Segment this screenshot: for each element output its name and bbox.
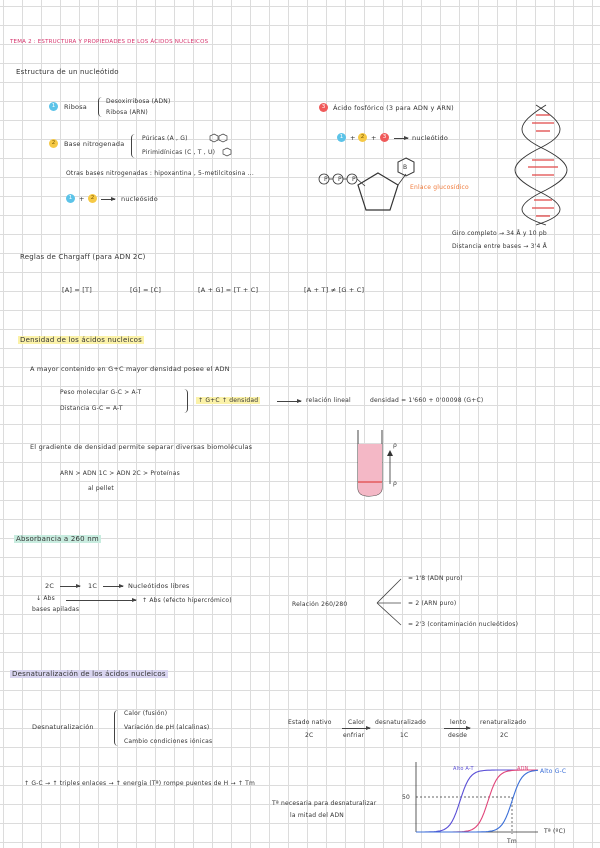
brace [183,389,188,413]
brace [131,134,136,158]
number-badge-3: 3 [380,133,389,142]
denaturation-cause: Cambio condiciones iónicas [124,738,213,745]
base-distance-text: Distancia entre bases → 3'4 Å [452,243,547,250]
arrow-icon [101,199,115,200]
purine-ring-icon [210,133,234,143]
other-bases-text: Otras bases nitrogenadas : hipoxantina , 5-metilcitosina ... [66,170,254,177]
denaturation-cause: Calor (fusión) [124,710,168,717]
number-badge-3: 3 [319,103,328,112]
denatured-state-label: desnaturalizado [375,719,427,726]
base-b-label: B [403,164,408,171]
density-result: ↑ G+C ↑ densidad [198,397,259,404]
pellet-note: al pellet [88,485,114,492]
ratio-value-contamination: = 2'3 (contaminación nucleótidos) [408,621,519,628]
native-state-strands: 2C [305,732,314,739]
denaturation-cause: Variación de pH (alcalinas) [124,724,210,731]
ribose-label: Ribosa [64,103,87,111]
chargaff-rule: [A] = [T] [62,286,92,294]
page-title: TEMA 2 : ESTRUCTURA Y PROPIEDADES DE LOS ÁCIDOS NUCLEICOS [10,39,209,45]
chargaff-rule: [A + T] ≠ [G + C] [304,286,365,294]
legend-label: ADN [517,766,529,772]
ribose-item-2: Ribosa (ARN) [106,109,148,116]
section-heading-chargaff: Reglas de Chargaff (para ADN 2C) [20,253,146,261]
melting-curve-0 [416,770,538,832]
arrow-icon [444,728,470,729]
branch-arrows-icon [375,575,405,630]
density-formula: densidad = 1'660 + 0'00098 (G+C) [370,397,484,404]
plus-sign: + [350,134,356,142]
number-badge-2: 2 [49,139,58,148]
pyrimidine-ring-icon [223,147,233,157]
absorbance-2c: 2C [45,582,55,590]
melting-curve-1 [416,770,538,832]
gradient-statement: El gradiente de densidad permite separar diversas biomoléculas [30,443,253,451]
phosphate-p-label: P [338,176,342,183]
number-badge-1: 1 [337,133,346,142]
arrow-icon [342,728,370,729]
y-marker-label: 50 [402,794,411,801]
distance-text: Distancia G-C = A-T [60,405,123,412]
legend-label: Alto G-C [540,768,567,775]
tm-axis-label: Tm [507,838,517,845]
renatured-state-strands: 2C [500,732,509,739]
heat-label: Calor [348,719,365,726]
density-rho-label: ρ [393,442,398,449]
denatured-state-strands: 1C [400,732,409,739]
from-label: desde [448,732,468,739]
tm-note-1: Tª necesaria para desnaturalizar [272,800,377,807]
stacked-bases-label: bases apiladas [32,606,80,613]
plus-sign: + [371,134,377,142]
section-heading-absorbance: Absorbancia a 260 nm [16,535,99,543]
chargaff-rule: [G] = [C] [130,286,162,294]
base-label: Base nitrogenada [64,140,125,148]
ratio-label: Relación 260/280 [292,601,348,608]
gc-chain-text: ↑ G-C → ↑ triples enlaces → ↑ energía (Tª) rompe puentes de H → ↑ Tm [24,780,256,787]
chargaff-rule: [A + G] = [T + C] [198,286,259,294]
base-item-purine: Púricas (A , G) [142,135,188,142]
glycosidic-bond-label: Enlace glucosídico [410,184,469,191]
number-badge-2: 2 [88,194,97,203]
ribose-item-1: Desoxirribosa (ADN) [106,98,171,105]
x-axis-label: Tª (ºC) [544,828,566,835]
abs-down-label: ↓ Abs [36,595,55,602]
turn-length-text: Giro completo → 34 Å y 10 pb [452,230,547,237]
slow-label: lento [450,719,467,726]
density-statement: A mayor contenido en G+C mayor densidad posee el ADN [30,365,230,373]
legend-label: Alto A-T [453,766,474,772]
phosphate-p-label: P [352,176,356,183]
ratio-value-dna: = 1'8 (ADN puro) [408,575,463,582]
brace [114,710,119,746]
linear-relation-label: relación lineal [306,397,351,404]
native-state-label: Estado nativo [288,719,332,726]
phosphate-label: Ácido fosfórico (3 para ADN y ARN) [333,104,454,112]
denaturation-label: Desnaturalización [32,723,94,731]
sugar-ring [358,173,398,210]
renatured-state-label: renaturalizado [480,719,527,726]
phosphate-p-label: P [324,176,328,183]
arrow-icon [66,600,136,601]
section-heading-nucleotide: Estructura de un nucleótido [16,68,119,76]
brace [98,97,103,117]
absorbance-1c: 1C [88,582,98,590]
tm-note-2: la mitad del ADN [290,812,344,819]
density-rho-label: ρ [393,480,398,487]
arrow-icon [103,586,123,587]
nucleoside-label: nucleósido [121,195,158,203]
dna-double-helix-icon [522,105,566,225]
arrow-icon [60,586,80,587]
base-item-pyrimidine: Pirimidínicas (C , T , U) [142,149,216,156]
hyperchromic-effect-label: ↑ Abs (efecto hipercrómico) [142,597,232,604]
cool-label: enfriar [343,732,365,739]
ratio-value-rna: = 2 (ARN puro) [408,600,457,607]
migration-order: ARN > ADN 1C > ADN 2C > Proteínas [60,470,180,477]
nucleotide-structure-diagram [318,158,438,228]
number-badge-1: 1 [49,102,58,111]
nucleotide-label: nucleótido [412,134,449,142]
arrow-icon [277,401,301,402]
number-badge-1: 1 [66,194,75,203]
molecular-weight-text: Peso molecular G-C > A-T [60,389,142,396]
section-heading-denaturation: Desnaturalización de los ácidos nucleicos [12,670,166,678]
arrow-icon [394,138,408,139]
section-heading-density: Densidad de los ácidos nucleicos [20,336,142,344]
centrifuge-tube-icon [356,430,406,500]
melting-curve-2 [416,770,538,832]
free-nucleotides-label: Nucleótidos libres [128,582,190,590]
number-badge-2: 2 [358,133,367,142]
plus-sign: + [79,195,85,203]
